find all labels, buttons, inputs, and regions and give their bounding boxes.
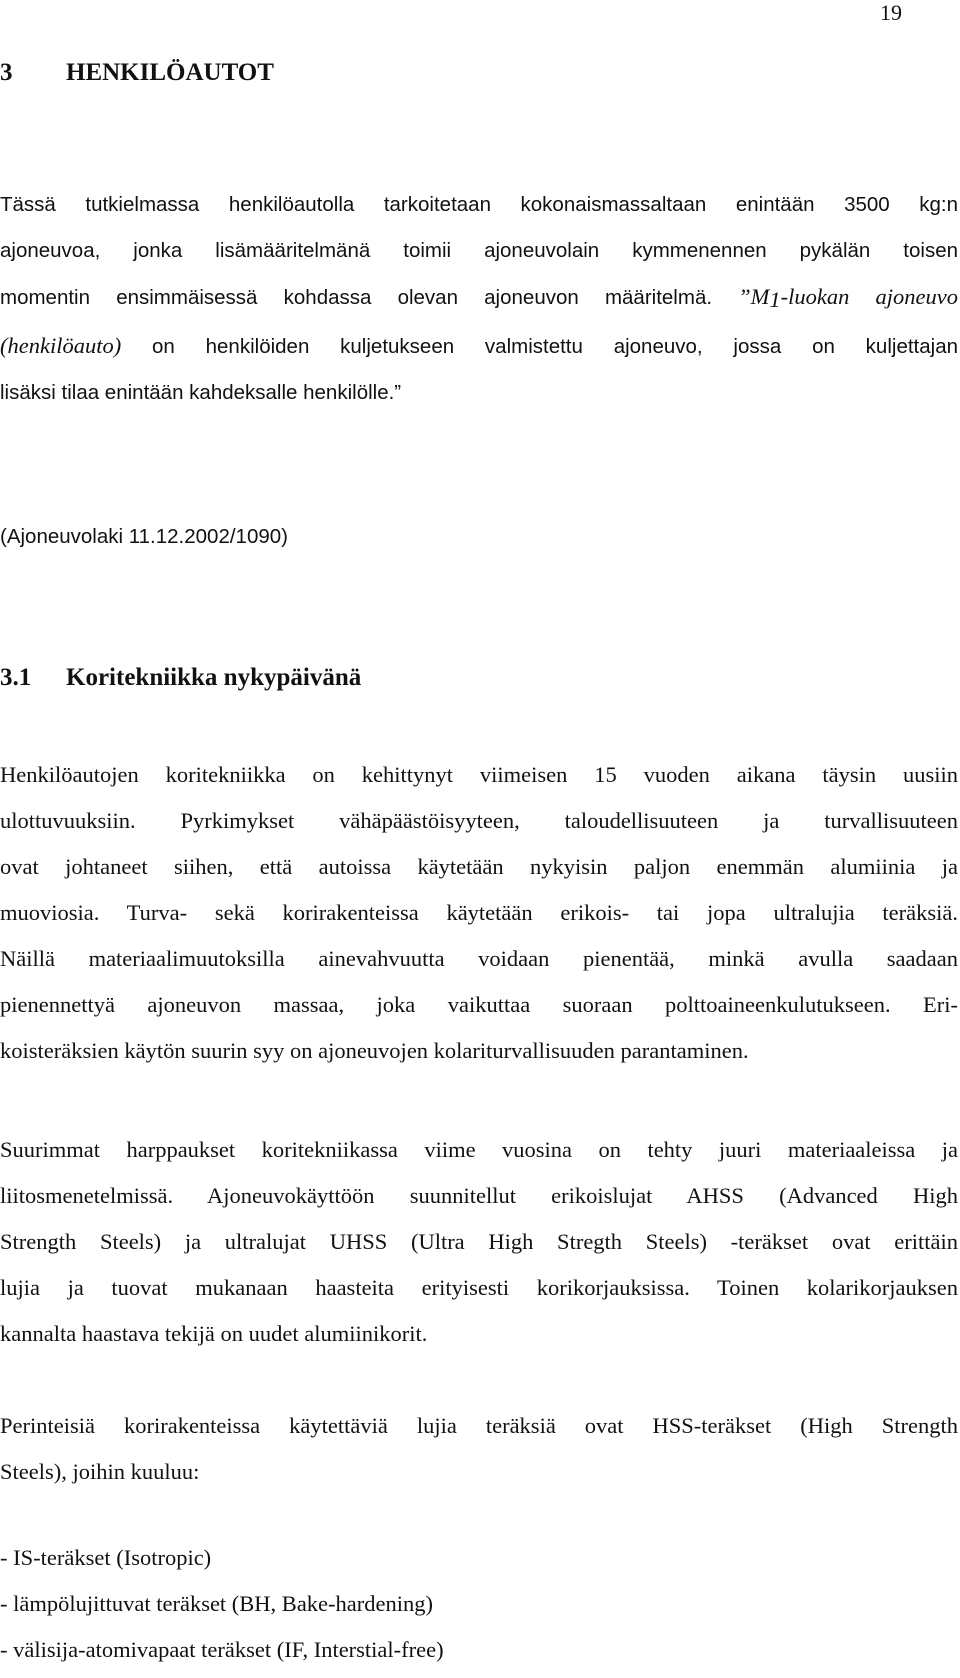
paragraph-1-line: koisteräksien käytön suurin syy on ajoneuvojen kolariturvallisuuden parantaminen. bbox=[0, 1038, 749, 1063]
list-item: - IS-teräkset (Isotropic) bbox=[0, 1545, 212, 1570]
intro-line-4 bbox=[0, 323, 958, 370]
paragraph-2-line: Suurimmat harppaukset koritekniikassa viime vuosina on tehty juuri materiaaleissa ja bbox=[0, 1137, 958, 1162]
paragraph-1-line: pienennettyä ajoneuvon massaa, joka vaikuttaa suoraan polttoaineenkulutukseen. Eri- bbox=[0, 992, 958, 1017]
paragraph-1 bbox=[0, 752, 958, 1074]
paragraph-2-line: Strength Steels) ja ultralujat UHSS (Ultra High Stregth Steels) -teräkset ovat erittäin bbox=[0, 1229, 958, 1254]
section-heading bbox=[0, 663, 361, 693]
list-item: - välisija-atomivapaat teräkset (IF, Interstial-free) bbox=[0, 1637, 444, 1662]
paragraph-2-line: lujia ja tuovat mukanaan haasteita erityisesti korikorjauksissa. Toinen kolarikorjauksen bbox=[0, 1275, 958, 1300]
chapter-title: HENKILÖAUTOT bbox=[66, 59, 274, 86]
paragraph-1-line: ulottuvuuksiin. Pyrkimykset vähäpäästöisyyteen, taloudellisuuteen ja turvallisuuteen bbox=[0, 808, 958, 833]
intro-line-3-text: momentin ensimmäisessä kohdassa olevan ajoneuvon määritelmä. bbox=[0, 286, 713, 309]
paragraph-1-line: Henkilöautojen koritekniikka on kehittynyt viimeisen 15 vuoden aikana täysin uusiin bbox=[0, 762, 958, 787]
quote-open: ” bbox=[712, 284, 751, 309]
passenger-car-term: (henkilöauto) bbox=[0, 333, 122, 358]
paragraph-3 bbox=[0, 1403, 958, 1495]
chapter-number: 3 bbox=[0, 59, 13, 86]
page-number: 19 bbox=[880, 0, 902, 25]
intro-paragraph bbox=[0, 182, 958, 416]
vehicle-class-suffix: -luokan ajoneuvo bbox=[780, 284, 958, 309]
paragraph-2-line: kannalta haastava tekijä on uudet alumiinikorit. bbox=[0, 1321, 428, 1346]
list-item: - lämpölujittuvat teräkset (BH, Bake-hardening) bbox=[0, 1591, 433, 1616]
paragraph-1-line: Näillä materiaalimuutoksilla ainevahvuutta voidaan pienentää, minkä avulla saadaan bbox=[0, 946, 958, 971]
intro-line-4-text: on henkilöiden kuljetukseen valmistettu ajoneuvo, jossa on kuljettajan bbox=[121, 335, 958, 358]
steel-types-list bbox=[0, 1535, 444, 1673]
intro-line-5: lisäksi tilaa enintään kahdeksalle henkilölle.” bbox=[0, 381, 402, 404]
paragraph-2 bbox=[0, 1127, 958, 1357]
vehicle-class-subscript: 1 bbox=[769, 287, 781, 312]
vehicle-class-m: M bbox=[750, 284, 770, 309]
chapter-heading bbox=[0, 58, 274, 88]
intro-line-3 bbox=[0, 274, 958, 323]
intro-line-2: ajoneuvoa, jonka lisämääritelmänä toimii ajoneuvolain kymmenennen pykälän toisen bbox=[0, 239, 958, 262]
paragraph-1-line: ovat johtaneet siihen, että autoissa käytetään nykyisin paljon enemmän alumiinia ja bbox=[0, 854, 958, 879]
paragraph-1-line: muoviosia. Turva- sekä korirakenteissa käytetään erikois- tai jopa ultralujia teräksiä. bbox=[0, 900, 958, 925]
section-title: Koritekniikka nykypäivänä bbox=[66, 664, 362, 691]
intro-line-1: Tässä tutkielmassa henkilöautolla tarkoitetaan kokonaismassaltaan enintään 3500 kg:n bbox=[0, 193, 958, 216]
section-number: 3.1 bbox=[0, 664, 32, 691]
paragraph-2-line: liitosmenetelmissä. Ajoneuvokäyttöön suunnitellut erikoislujat AHSS (Advanced High bbox=[0, 1183, 958, 1208]
paragraph-3-line: Steels), joihin kuuluu: bbox=[0, 1459, 200, 1484]
law-citation: (Ajoneuvolaki 11.12.2002/1090) bbox=[0, 525, 288, 548]
paragraph-3-line: Perinteisiä korirakenteissa käytettäviä lujia teräksiä ovat HSS-teräkset (High Strength bbox=[0, 1413, 958, 1438]
